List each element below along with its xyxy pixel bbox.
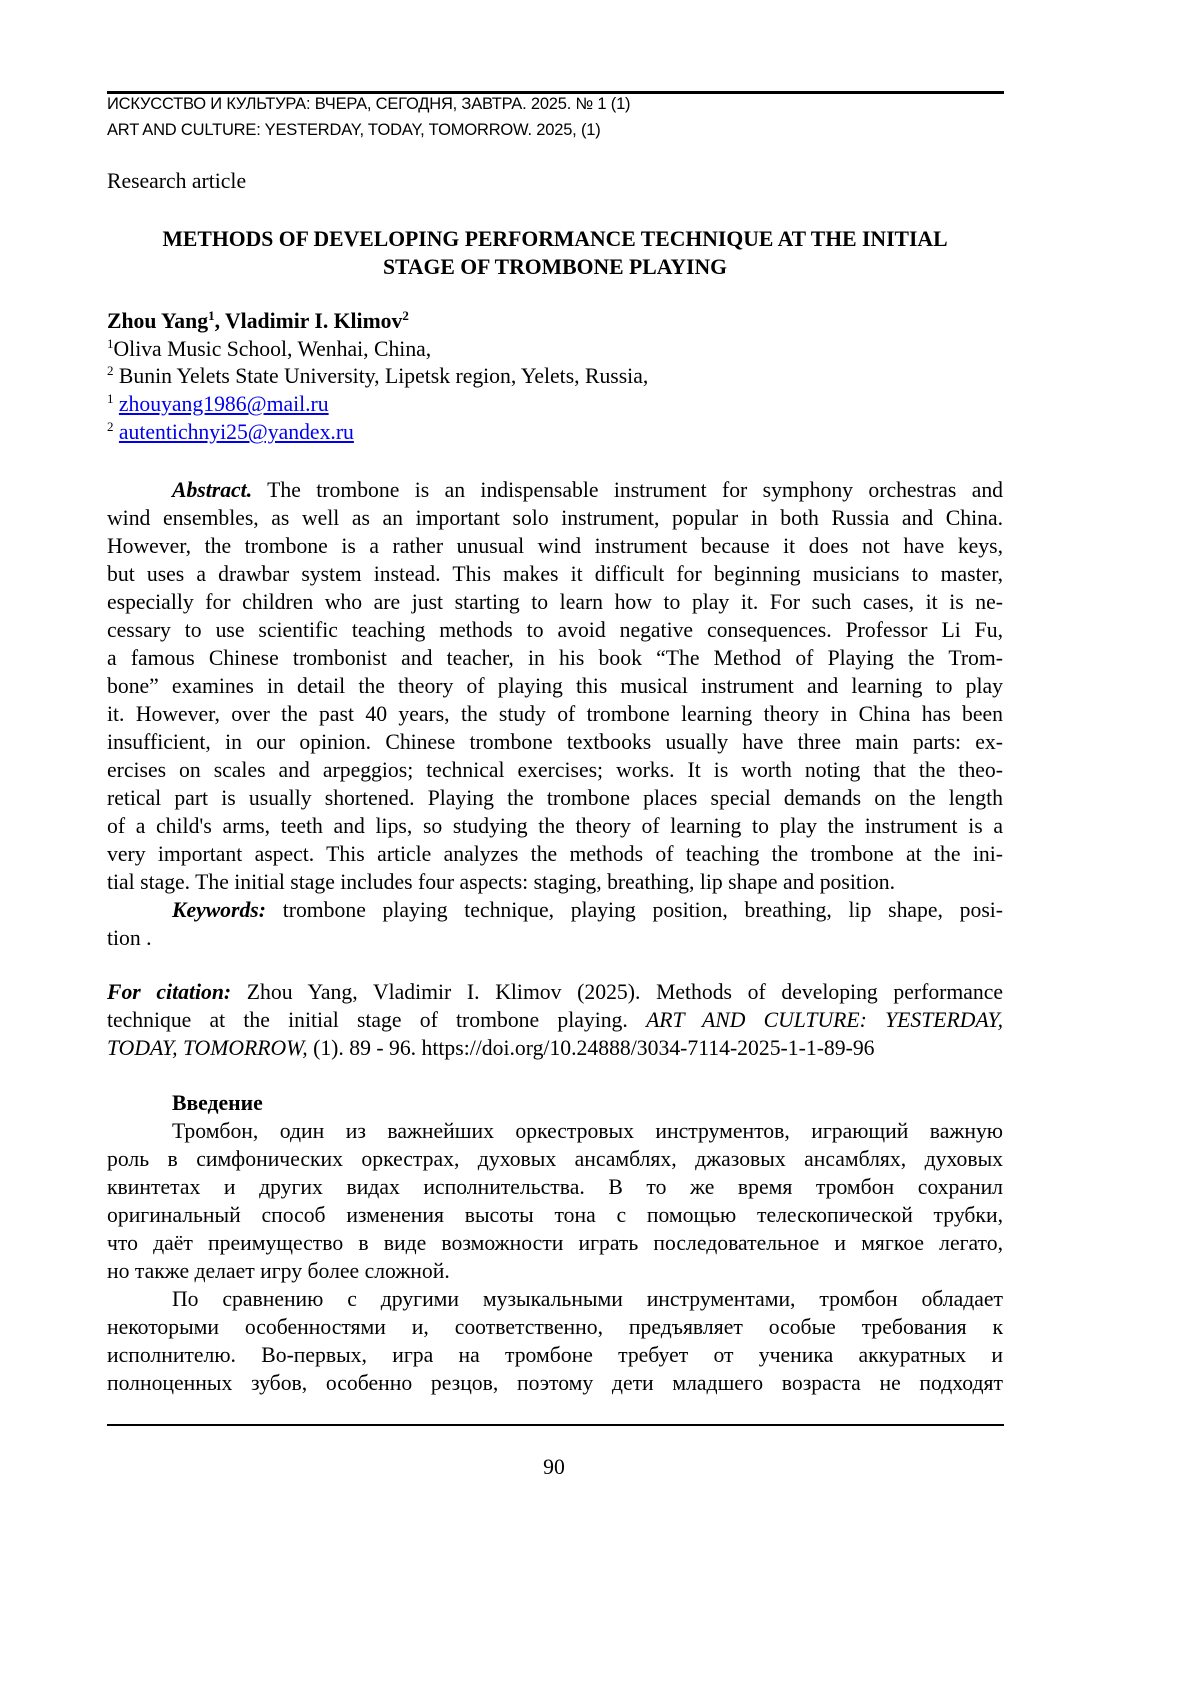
intro-p1-line: Тромбон, один из важнейших оркестровых инструментов, играющий важную <box>172 1117 1003 1145</box>
citation-text-1: Zhou Yang, Vladimir I. Klimov (2025). Methods of developing performance <box>247 980 1003 1004</box>
abstract-line: However, the trombone is a rather unusual wind instrument because it does not have keys, <box>107 532 1003 560</box>
intro-p1-line: оригинальный способ изменения высоты тона с помощью телескопической трубки, <box>107 1201 1003 1229</box>
abstract-first-line <box>172 476 1003 504</box>
email-2-sup: 2 <box>107 419 114 434</box>
intro-p1-line: квинтетах и других видах исполнительства. В то же время тромбон сохранил <box>107 1173 1003 1201</box>
citation-journal-2: TODAY, TOMORROW, <box>107 1036 308 1060</box>
keywords-line-2: tion . <box>107 924 1003 952</box>
affiliation-2-text: Bunin Yelets State University, Lipetsk region, Yelets, Russia, <box>119 364 648 388</box>
intro-p2-line: исполнителю. Во-первых, игра на тромбоне требует от ученика аккуратных и <box>107 1341 1003 1369</box>
affiliation-2-sup: 2 <box>107 363 114 378</box>
affiliation-1-text: Oliva Music School, Wenhai, China, <box>114 337 432 361</box>
abstract-line: retical part is usually shortened. Playing the trombone places special demands on the length <box>107 784 1003 812</box>
author-1-sup: 1 <box>208 308 215 323</box>
footer-rule <box>107 1424 1004 1426</box>
author-separator: , <box>215 309 225 333</box>
author-2: Vladimir I. Klimov <box>225 309 402 333</box>
affiliation-1 <box>107 337 431 362</box>
abstract-label: Abstract. <box>172 478 252 502</box>
authors <box>107 309 409 334</box>
abstract-line: ercises on scales and arpeggios; technical exercises; works. It is worth noting that the theo- <box>107 756 1003 784</box>
abstract-line: tial stage. The initial stage includes four aspects: staging, breathing, lip shape and position. <box>107 868 1003 896</box>
article-title-line-1: METHODS OF DEVELOPING PERFORMANCE TECHNIQUE AT THE INITIAL <box>107 225 1003 253</box>
abstract-line: cessary to use scientific teaching methods to avoid negative consequences. Professor Li Fu, <box>107 616 1003 644</box>
email-1-link[interactable]: zhouyang1986@mail.ru <box>119 392 329 416</box>
abstract-line: it. However, over the past 40 years, the study of trombone learning theory in China has been <box>107 700 1003 728</box>
email-1-sup: 1 <box>107 391 114 406</box>
abstract-text: The trombone is an indispensable instrument for symphony orchestras and <box>267 478 1003 502</box>
email-1 <box>107 392 329 417</box>
intro-p1-line: что даёт преимущество в виде возможности играть последовательное и мягкое легато, <box>107 1229 1003 1257</box>
email-2-link[interactable]: autentichnyi25@yandex.ru <box>119 420 354 444</box>
author-1: Zhou Yang <box>107 309 208 333</box>
intro-p2-line: некоторыми особенностями и, соответственно, предъявляет особые требования к <box>107 1313 1003 1341</box>
document-page <box>0 0 1200 1697</box>
citation-journal-1: ART AND CULTURE: YESTERDAY, <box>646 1008 1003 1032</box>
article-type: Research article <box>107 169 246 194</box>
section-heading-intro: Введение <box>172 1089 1003 1117</box>
keywords-text: trombone playing technique, playing position, breathing, lip shape, posi- <box>283 898 1003 922</box>
intro-p1-line: роль в симфонических оркестрах, духовых ансамблях, джазовых ансамблях, духовых <box>107 1145 1003 1173</box>
keywords-line-1 <box>172 896 1003 924</box>
citation-line-2 <box>107 1006 1003 1034</box>
intro-p2-line: полноценных зубов, особенно резцов, поэтому дети младшего возраста не подходят <box>107 1369 1003 1397</box>
abstract-line: bone” examines in detail the theory of playing this musical instrument and learning to play <box>107 672 1003 700</box>
abstract-line: insufficient, in our opinion. Chinese trombone textbooks usually have three main parts: ex- <box>107 728 1003 756</box>
abstract-line: a famous Chinese trombonist and teacher, in his book “The Method of Playing the Trom- <box>107 644 1003 672</box>
citation-doi: (1). 89 - 96. https://doi.org/10.24888/3034-7114-2025-1-1-89-96 <box>308 1036 875 1060</box>
abstract-line: but uses a drawbar system instead. This makes it difficult for beginning musicians to master, <box>107 560 1003 588</box>
citation-line-1 <box>107 978 1003 1006</box>
affiliation-2 <box>107 364 648 389</box>
keywords-label: Keywords: <box>172 898 266 922</box>
abstract-line: especially for children who are just starting to learn how to play it. For such cases, it is ne- <box>107 588 1003 616</box>
intro-p2-line: По сравнению с другими музыкальными инструментами, тромбон обладает <box>172 1285 1003 1313</box>
email-2 <box>107 420 354 445</box>
article-title-line-2: STAGE OF TROMBONE PLAYING <box>107 253 1003 281</box>
abstract-line: of a child's arms, teeth and lips, so studying the theory of learning to play the instrument is a <box>107 812 1003 840</box>
journal-header-en: ART AND CULTURE: YESTERDAY, TODAY, TOMORROW. 2025, (1) <box>107 121 601 140</box>
abstract-line: wind ensembles, as well as an important solo instrument, popular in both Russia and China. <box>107 504 1003 532</box>
journal-header-ru: ИСКУССТВО И КУЛЬТУРА: ВЧЕРА, СЕГОДНЯ, ЗАВТРА. 2025. № 1 (1) <box>107 95 630 114</box>
affiliation-1-sup: 1 <box>107 336 114 351</box>
intro-p1-line: но также делает игру более сложной. <box>107 1257 1003 1285</box>
citation-line-3 <box>107 1034 1003 1062</box>
citation-label: For citation: <box>107 980 231 1004</box>
author-2-sup: 2 <box>402 308 409 323</box>
header-rule <box>107 91 1004 94</box>
citation-text-2: technique at the initial stage of trombone playing. <box>107 1008 646 1032</box>
abstract-line: very important aspect. This article analyzes the methods of teaching the trombone at the ini- <box>107 840 1003 868</box>
page-number: 90 <box>0 1455 1108 1480</box>
